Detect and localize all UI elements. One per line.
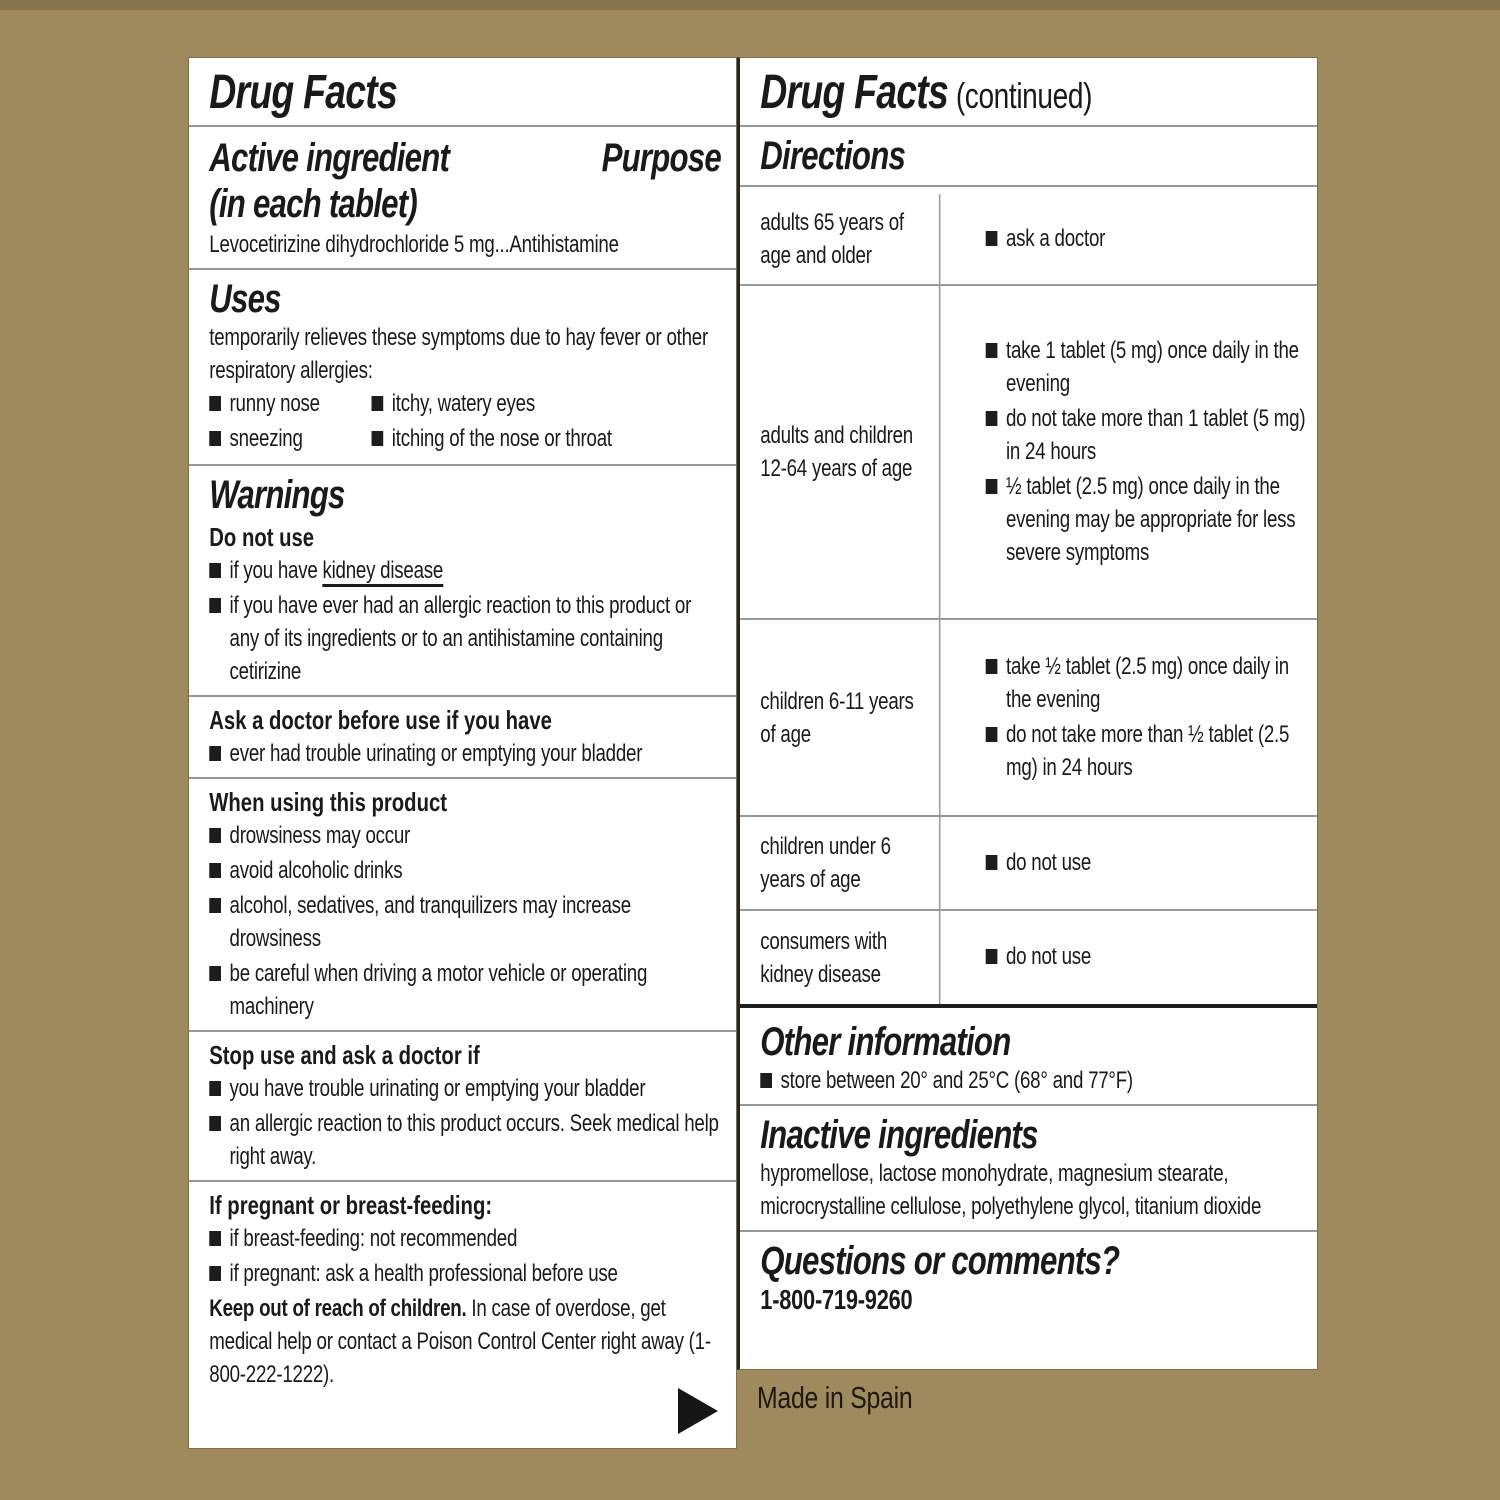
stop-use-section bbox=[189, 1039, 737, 1173]
ask-doctor-section bbox=[189, 704, 737, 770]
table-row-value bbox=[939, 817, 1318, 909]
active-ingredient-heading: Active ingredient bbox=[209, 136, 450, 180]
bullet-square-icon bbox=[986, 855, 998, 870]
bullet-square-icon bbox=[209, 563, 221, 578]
bullet-square-icon bbox=[986, 659, 998, 674]
list-item: ever had trouble urinating or emptying your bladder bbox=[209, 737, 721, 770]
list-item: if pregnant: ask a health professional before use bbox=[209, 1257, 721, 1290]
drug-facts-title: Drug Facts bbox=[209, 66, 398, 119]
continued-label: (continued) bbox=[955, 75, 1093, 116]
list-item: do not use bbox=[986, 940, 1310, 973]
table-row-value bbox=[939, 911, 1318, 1004]
drug-facts-title: Drug Facts bbox=[760, 66, 949, 119]
continued-arrow-icon bbox=[678, 1388, 718, 1434]
list-item: ask a doctor bbox=[986, 222, 1310, 255]
drug-facts-continued-title bbox=[740, 68, 1318, 118]
phone-number: 1-800-719-9260 bbox=[760, 1284, 913, 1315]
section-divider bbox=[189, 777, 737, 779]
other-information-heading: Other information bbox=[760, 1020, 1011, 1064]
section-divider bbox=[189, 268, 737, 270]
inactive-ingredients-text: hypromellose, lactose monohydrate, magnesium stearate, microcrystalline cellulose, polyethylene glycol, titanium dioxide bbox=[760, 1160, 1262, 1220]
table-row bbox=[740, 284, 1318, 618]
bullet-square-icon bbox=[986, 411, 998, 426]
list-item: you have trouble urinating or emptying your bladder bbox=[209, 1072, 721, 1105]
section-divider bbox=[740, 1104, 1318, 1106]
section-divider bbox=[189, 1030, 737, 1032]
bullet-square-icon bbox=[209, 1116, 221, 1131]
made-in-label: Made in Spain bbox=[757, 1380, 913, 1415]
pregnancy-section bbox=[189, 1189, 737, 1391]
bullet-square-icon bbox=[209, 828, 221, 843]
section-divider bbox=[740, 185, 1318, 187]
keep-out-of-reach-text: Keep out of reach of children. In case of overdose, get medical help or contact a Poison Control Center right away (1-800-222-1222). bbox=[209, 1295, 711, 1388]
bullet-square-icon bbox=[209, 746, 221, 761]
questions-section bbox=[740, 1239, 1318, 1316]
bullet-square-icon bbox=[372, 396, 384, 411]
active-ingredient-heading-line2: (in each tablet) bbox=[209, 182, 417, 226]
table-row-value bbox=[939, 620, 1318, 815]
questions-heading: Questions or comments? bbox=[760, 1239, 1120, 1283]
list-item: itchy, watery eyes bbox=[372, 387, 721, 420]
bullet-square-icon bbox=[986, 231, 998, 246]
table-row bbox=[740, 194, 1318, 284]
list-item: if you have kidney disease bbox=[209, 554, 721, 587]
list-item: do not take more than 1 tablet (5 mg) in 24 hours bbox=[986, 402, 1310, 468]
background-top-strip bbox=[0, 0, 1500, 10]
when-using-heading: When using this product bbox=[209, 787, 447, 817]
table-row-label: children 6-11 years of age bbox=[760, 687, 914, 748]
bullet-square-icon bbox=[372, 431, 384, 446]
list-item: an allergic reaction to this product occurs. Seek medical help right away. bbox=[209, 1107, 721, 1173]
section-divider bbox=[740, 1230, 1318, 1232]
when-using-section bbox=[189, 786, 737, 1023]
table-row-label: adults 65 years of age and older bbox=[760, 209, 904, 269]
list-item: do not take more than ½ tablet (2.5 mg) in 24 hours bbox=[986, 718, 1310, 784]
uses-section bbox=[189, 277, 737, 457]
list-item: if breast-feeding: not recommended bbox=[209, 1222, 721, 1255]
list-item: alcohol, sedatives, and tranquilizers may increase drowsiness bbox=[209, 889, 721, 955]
list-item: ½ tablet (2.5 mg) once daily in the evening may be appropriate for less severe symptoms bbox=[986, 470, 1310, 569]
bullet-square-icon bbox=[209, 1231, 221, 1246]
active-ingredient-value: Levocetirizine dihydrochloride 5 mg...Antihistamine bbox=[209, 231, 619, 258]
bullet-square-icon bbox=[209, 898, 221, 913]
section-divider-dark bbox=[740, 1004, 1318, 1008]
other-information-section bbox=[740, 1020, 1318, 1097]
table-row bbox=[740, 909, 1318, 1004]
bullet-square-icon bbox=[209, 863, 221, 878]
section-divider bbox=[189, 125, 737, 127]
table-row-value bbox=[939, 286, 1318, 618]
list-item: take 1 tablet (5 mg) once daily in the evening bbox=[986, 334, 1310, 400]
table-row-label: adults and children 12-64 years of age bbox=[760, 422, 913, 482]
underlined-term: kidney disease bbox=[323, 557, 444, 587]
keep-out-of-reach-lead: Keep out of reach of children. bbox=[209, 1295, 472, 1322]
list-item: if you have ever had an allergic reaction to this product or any of its ingredients or to an antihistamine containing cetirizine bbox=[209, 589, 721, 688]
uses-heading: Uses bbox=[209, 277, 281, 321]
ask-doctor-heading: Ask a doctor before use if you have bbox=[209, 705, 552, 735]
purpose-heading: Purpose bbox=[601, 136, 721, 180]
drug-facts-panel-right bbox=[737, 57, 1318, 1370]
list-item: runny nose bbox=[209, 387, 371, 420]
do-not-use-heading: Do not use bbox=[209, 522, 315, 552]
section-divider bbox=[189, 1180, 737, 1182]
bullet-square-icon bbox=[209, 966, 221, 981]
list-item: store between 20° and 25°C (68° and 77°F) bbox=[760, 1064, 1301, 1097]
table-row bbox=[740, 815, 1318, 909]
bullet-square-icon bbox=[986, 949, 998, 964]
bullet-square-icon bbox=[986, 479, 998, 494]
list-item: be careful when driving a motor vehicle or operating machinery bbox=[209, 957, 721, 1023]
list-item: avoid alcoholic drinks bbox=[209, 854, 721, 887]
warnings-section bbox=[189, 473, 737, 688]
section-divider bbox=[740, 125, 1318, 127]
warnings-heading: Warnings bbox=[209, 473, 345, 517]
bullet-square-icon bbox=[209, 598, 221, 613]
uses-bullet-grid bbox=[209, 387, 721, 457]
directions-table bbox=[740, 194, 1318, 1004]
list-item: do not use bbox=[986, 846, 1310, 879]
table-row-value bbox=[939, 194, 1318, 284]
bullet-square-icon bbox=[760, 1073, 772, 1088]
list-item: take ½ tablet (2.5 mg) once daily in the evening bbox=[986, 650, 1310, 716]
directions-heading: Directions bbox=[760, 134, 906, 178]
section-divider bbox=[189, 695, 737, 697]
active-ingredient-section bbox=[189, 134, 737, 261]
bullet-square-icon bbox=[209, 1266, 221, 1281]
list-item: drowsiness may occur bbox=[209, 819, 721, 852]
table-row-label: children under 6 years of age bbox=[760, 833, 891, 893]
inactive-ingredients-heading: Inactive ingredients bbox=[760, 1113, 1038, 1157]
pregnancy-heading: If pregnant or breast-feeding: bbox=[209, 1190, 493, 1220]
uses-intro: temporarily relieves these symptoms due to hay fever or other respiratory allergies: bbox=[209, 324, 708, 384]
section-divider bbox=[189, 464, 737, 466]
list-item: sneezing bbox=[209, 422, 371, 455]
table-row bbox=[740, 618, 1318, 815]
list-item: itching of the nose or throat bbox=[372, 422, 721, 455]
drug-facts-panel-left bbox=[188, 57, 737, 1449]
bullet-square-icon bbox=[209, 431, 221, 446]
stop-use-heading: Stop use and ask a doctor if bbox=[209, 1040, 480, 1070]
bullet-square-icon bbox=[209, 1081, 221, 1096]
inactive-ingredients-section bbox=[740, 1113, 1318, 1223]
table-row-label: consumers with kidney disease bbox=[760, 927, 888, 988]
bullet-square-icon bbox=[986, 343, 998, 358]
bullet-square-icon bbox=[209, 396, 221, 411]
bullet-square-icon bbox=[986, 727, 998, 742]
